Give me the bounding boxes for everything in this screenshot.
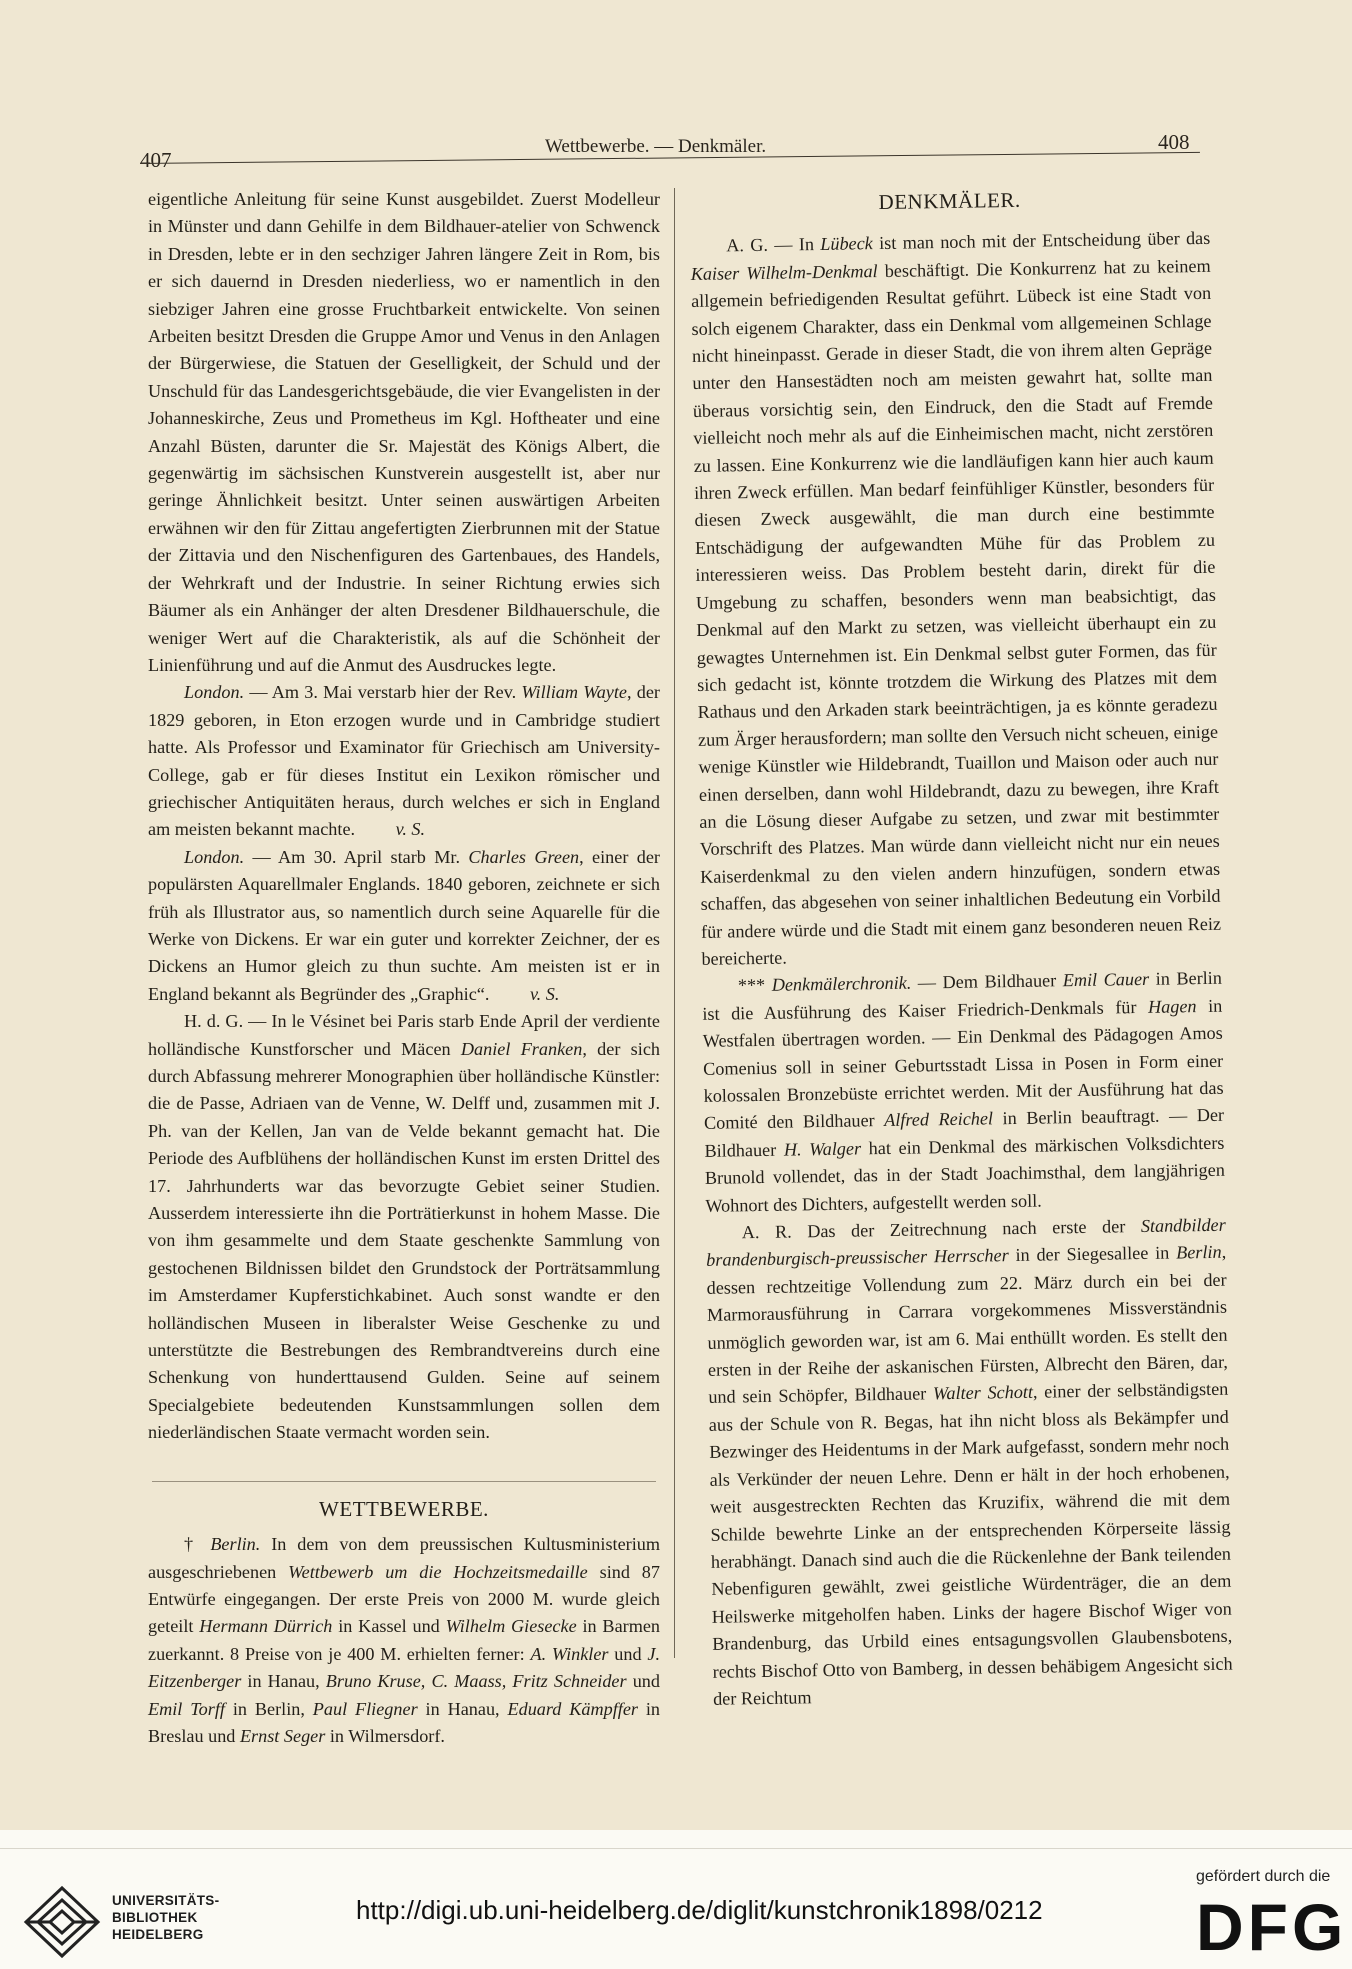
person-name: Eduard Kämpffer	[507, 1698, 638, 1719]
obituary-continuation: eigentliche Anleitung für seine Kunst ausgebildet. Zuerst Modelleur in Münster und dann Gehilfe in dem Bildhauer-atelier von Schwenck in Dresden, lebte er in den sechziger Jahren längere Zeit in Rom, bis er sich dauernd in Dresden niederliess, wo er namentlich in den siebziger Jahren eine grosse Fruchtbarkeit entwickelte. Von seinen Arbeiten besitzt Dresden die Gruppe Amor und Venus in den Anlagen der Bürgerwiese, die Statuen der Geselligkeit, der Schuld und der Unschuld für das Landesgerichtsgebäude, die vier Evangelisten in der Johanneskirche, Zeus und Prometheus im Kgl. Hoftheater und eine Anzahl Büsten, darunter die Sr. Majestät des Königs Albert, die gegenwärtig im sächsischen Kunstverein ausgestellt ist, aber nur geringe Ähnlichkeit besitzt. Unter seinen auswärtigen Arbeiten erwähnen wir den für Zittau angefertigten Zierbrunnen mit der Statue der Zittavia und den Nischenfiguren des Gartenbaues, des Handels, der Wehrkraft und der Industrie. In seiner Richtung erwies sich Bäumer als ein Anhänger der alten Dresdener Bildhauerschule, die weniger Wert auf die Charakteristik, als auf die Schönheit der Linienführung und auf die Anmut des Ausdruckes legte.	[148, 189, 660, 675]
text-run: , einer der populärsten Aquarellmaler Englands. 1840 geboren, zeichnete er sich früh als Illustrator aus, so namentlich durch seine Aquarelle für die Werke von Dickens. Er war ein guter und korrekter Zeichner, der es Dickens an Humor gleich zu thun suchte. Am meisten ist er in England bekannt als Begründer des „Graphic“.	[148, 846, 660, 1004]
text-run: in Barmen zuerkannt. 8 Preise von je 400 M. erhielten ferner:	[148, 1616, 661, 1664]
text-run: in Berlin ist die Ausführung des Kaiser Friedrich-Denkmals für	[702, 968, 1223, 1024]
place-name: Berlin	[1175, 1242, 1222, 1263]
news-franken	[148, 1008, 660, 1447]
text-run: , dessen rechtzeitige Vollendung zum 22. März durch ein bei der Marmorausführung in Carrara vorgekommenes Missverständnis unmöglich geworden war, ist am 6. Mai enthüllt worden. Es stellt den ersten in der Reihe der askanischen Fürsten, Albrecht den Bären, dar, und sein Schöpfer, Bildhauer	[706, 1242, 1229, 1408]
text-run: — Am 3. Mai verstarb hier der Rev.	[244, 682, 522, 703]
text-run: in der Siegesallee in	[1008, 1242, 1177, 1266]
person-name: Emil Torff	[148, 1698, 225, 1719]
university-library-logo	[20, 1880, 104, 1964]
text-run: beschäftigt. Die Konkurrenz hat zu keinem allgemein befriedigenden Resultat geführt. Lübeck ist eine Stadt von solch eigenem Charakter, dass ein Denkmal vom allgemeinen Schlage nicht hineinpasst. Gerade in dieser Stadt, die von ihrem alten Gepräge unter den Hansestädten noch am meisten gewahrt hat, sollte man überaus vorsichtig sein, den Eindruck, den die Stadt auf Fremde vielleicht noch mehr als auf die Einheimischen macht, nicht zerstören zu lassen. Eine Konkurrenz wie die landläufigen kann hier auch kaum ihren Zweck erfüllen. Man bedarf feinfühliger Künstler, besonders für diesen Zweck ausgewählt, die man durch eine bestimmte Entschädigung der aufgewandten Mühe für das Problem zu interessieren weiss. Das Problem besteht darin, direkt für die Umgebung zu schaffen, besonders wenn man beabsichtigt, das Denkmal auf den Markt zu setzen, was vielleicht überhaupt ein zu gewagtes Unternehmen ist. Ein Denkmal selbst guter Formen, das für sich gedacht ist, könnte trotzdem die Wirkung des Platzes mit dem Rathaus und den Arkaden stark beeinträchtigen, ja es könnte geradezu zum Ärger herausfordern; man sollte den Versuch nicht scheuen, einige wenige Künstler wie Hildebrandt, Tuaillon und Maison oder auch nur einen derselben, dann wohl Hildebrandt, dazu zu bewegen, ihre Kraft an die Lösung dieser Aufgabe zu setzen, und zwar mit bestimmter Vorschrift des Platzes. Man würde dann vielleicht nicht nur ein neues Kaiserdenkmal zu den vielen andern hinzufügen, sondern etwas schaffen, das abgesehen von seiner inhaltlichen Bedeutung ein Vorbild für andere würde und die Stadt mit einem ganz besonderen neuen Reiz bereicherte.	[690, 255, 1222, 969]
page-number-right: 408	[1158, 130, 1190, 154]
place-name: London.	[184, 682, 245, 703]
news-london-green	[148, 844, 660, 1008]
page-number-left: 407	[140, 148, 172, 172]
text-run: — Dem Bildhauer	[911, 970, 1063, 993]
running-header: Wettbewerbe. — Denkmäler.	[545, 136, 767, 157]
person-name: Walter Schott	[932, 1382, 1034, 1404]
person-name: H. Walger	[783, 1138, 862, 1160]
permalink-url[interactable]: http://digi.ub.uni-heidelberg.de/diglit/kunstchronik1898/0212	[356, 1895, 1043, 1925]
section-separator	[152, 1481, 656, 1482]
news-denkmaelerchronik	[702, 965, 1226, 1220]
news-luebeck	[690, 225, 1222, 973]
text-run: in Westfalen übertragen worden. — Ein Denkmal des Pädagogen Amos Comenius soll in seiner Geburtsstadt Lissa in Posen in Form einer kolossalen Bronzebüste errichtet werden. Mit der Ausführung hat das Comité den Bildhauer	[702, 995, 1224, 1134]
person-name: A. Winkler	[530, 1643, 609, 1664]
funding-label: gefördert durch die	[1196, 1868, 1331, 1885]
text-run: in Wilmersdorf.	[325, 1725, 445, 1746]
text-run: A. R. Das der Zeitrechnung nach erste der	[741, 1216, 1142, 1243]
institution-line: UNIVERSITÄTS-	[112, 1893, 220, 1908]
text-run: in Berlin beauftragt. — Der Bildhauer	[704, 1105, 1225, 1161]
author-signature	[355, 816, 425, 843]
person-name: Ernst Seger	[239, 1725, 326, 1746]
person-name: Hermann Dürrich	[199, 1616, 333, 1637]
section-title-wettbewerbe: WETTBEWERBE.	[319, 1496, 489, 1521]
university-library-name	[112, 1892, 219, 1943]
monument-title: Standbilder brandenburgisch-preussischer Herrscher	[706, 1214, 1226, 1271]
place-name: Lübeck	[820, 233, 873, 255]
text-run: und	[626, 1671, 660, 1692]
person-name: Bruno Kruse, C. Maass, Fritz Schneider	[325, 1671, 627, 1692]
text-run: in Hanau,	[241, 1671, 326, 1692]
place-name: London.	[184, 846, 245, 867]
dagger-mark: †	[184, 1534, 211, 1555]
footer-rule	[0, 1848, 1352, 1849]
text-run: in Kassel und	[332, 1616, 446, 1637]
institution-line: HEIDELBERG	[112, 1927, 204, 1942]
news-wettbewerb-berlin	[148, 1531, 660, 1750]
text-run: sind 87 Entwürfe eingegangen. Der erste Preis von 2000 M. wurde gleich geteilt	[148, 1561, 660, 1637]
place-name: Hagen	[1147, 995, 1197, 1017]
text-run: in Breslau und	[148, 1698, 660, 1746]
text-run: , einer der selbständigsten aus der Schule von R. Begas, hat ihn nicht bloss als Bekämpfer und Bezwinger des Heidentums in der Mark aufgefasst, sondern mehr noch als Verkünder der neuen Lehre. Denn er hält in der hoch erhobenen, weit ausgestreckten Rechten das Kruzifix, während die mit dem Schilde bewehrte Linke an der entsprechenden Körperseite lässig herabhängt. Danach sind auch die die Rückenlehne der Bank teilenden Nebenfiguren gewählt, zwei geistliche Würdenträger, die an dem Heilswerke mitgeholfen haben. Links der hagere Bischof Wiger von Brandenburg, das Urbild eines entsagungsvollen Glaubensbotens, rechts Bischof Otto von Bamberg, in dessen behäbigem Angesicht sich der Reichtum	[708, 1379, 1233, 1709]
news-siegesallee	[706, 1212, 1234, 1713]
person-name: William Wayte	[521, 682, 627, 703]
person-name: Alfred Reichel	[884, 1108, 994, 1131]
text-run: — Am 30. April starb Mr.	[244, 846, 469, 867]
section-title-denkmaeler: DENKMÄLER.	[878, 187, 1021, 215]
person-name: Daniel Franken	[460, 1038, 583, 1059]
signature-text: v. S.	[529, 983, 560, 1004]
competition-title: Wettbewerb um die Hochzeitsmedaille	[288, 1561, 588, 1582]
monument-title: Kaiser Wilhelm-Denkmal	[690, 260, 878, 284]
person-name: Charles Green	[468, 846, 580, 867]
asterism-mark: ***	[737, 975, 772, 996]
institution-line: BIBLIOTHEK	[112, 1910, 198, 1925]
rubric-title: Denkmälerchronik.	[771, 972, 912, 996]
text-run: ist man noch mit der Entscheidung über das	[872, 228, 1211, 254]
dfg-logo: DFG	[1196, 1890, 1348, 1964]
column-divider	[674, 188, 675, 1658]
author-signature	[489, 981, 559, 1008]
text-run: H. d. G. — In le Vésinet bei Paris starb Ende April der verdiente holländische Kunstforscher und Mäcen	[148, 1011, 660, 1059]
place-name: Berlin.	[210, 1534, 261, 1555]
text-run: A. G. — In	[726, 234, 821, 256]
right-column	[690, 187, 1233, 1713]
text-run: , der sich durch Abfassung mehrerer Monographien über holländische Künstler: die de Passe, Adriaen van de Venne, W. Delff und, zusammen mit J. Ph. van der Kellen, Jan van de Velde bekannt gemacht hat. Die Periode des Aufblühens der holländischen Kunst im ersten Drittel des 17. Jahrhunderts war das bevorzugte Gebiet seiner Studien. Ausserdem interessierte ihn die Porträtierkunst in hohem Masse. Die von ihm gesammelte und dem Staate geschenkte Sammlung von gestochenen Bildnissen bildet den Grundstock der Porträtsammlung im Amsterdamer Kupferstichkabinet. Auch sonst wandte er den holländischen Museen in liberalster Weise Geschenke zu und unterstützte die Bestrebungen des Rembrandtvereins durch eine Schenkung von hunderttausend Gulden. Seine auf seinem Specialgebiete bedeutenden Kunstsammlungen sollen dem niederländischen Staate vermacht worden sein.	[148, 1038, 660, 1443]
text-run: in Berlin,	[224, 1698, 313, 1719]
text-run: und	[608, 1643, 648, 1664]
person-name: Emil Cauer	[1062, 969, 1150, 991]
text-run: , der 1829 geboren, in Eton erzogen wurde und in Cambridge studiert hatte. Als Professor und Examinator für Griechisch am University-College, gab er für dieses Institut ein Lexikon römischer und griechischer Antiquitäten heraus, durch welches er sich in England am meisten bekannt machte.	[148, 682, 660, 840]
left-column	[148, 186, 660, 1750]
text-run: in Hanau,	[417, 1698, 508, 1719]
text-run: In dem von dem preussischen Kultusministerium ausgeschriebenen	[148, 1534, 661, 1582]
person-name: Wilhelm Giesecke	[445, 1616, 577, 1637]
news-london-wayte	[148, 679, 660, 843]
person-name: J. Eitzenberger	[148, 1643, 661, 1692]
signature-text: v. S.	[395, 819, 426, 840]
text-run: hat ein Denkmal des märkischen Volksdichters Brunold vollendet, das in der Stadt Joachimsthal, dem langjährigen Wohnort des Dichters, aufgestellt werden soll.	[704, 1132, 1226, 1216]
person-name: Paul Fliegner	[312, 1698, 418, 1719]
